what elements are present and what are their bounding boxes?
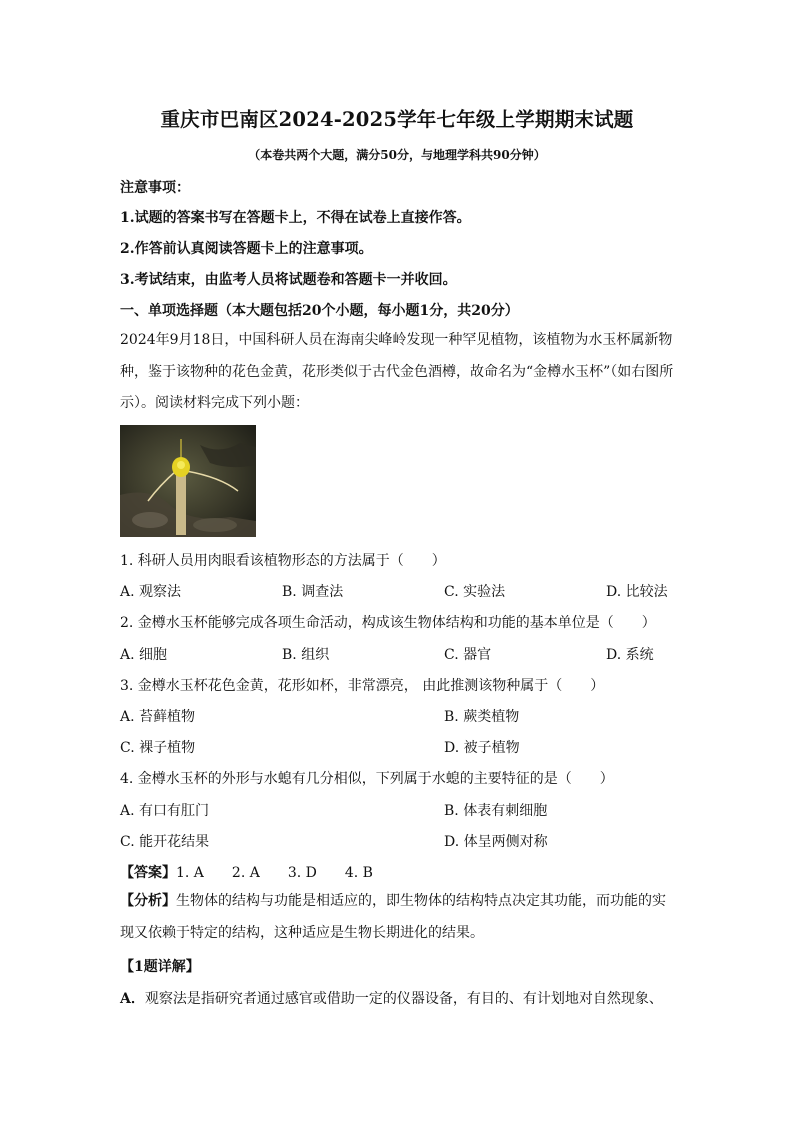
exam-title: 重庆市巴南区2024-2025学年七年级上学期期末试题 xyxy=(160,108,634,131)
q4-option-d[interactable]: D. 体呈两侧对称 xyxy=(444,834,548,850)
notice-heading: 注意事项： xyxy=(120,180,190,196)
q4-option-c[interactable]: C. 能开花结果 xyxy=(120,834,210,850)
q2-option-d[interactable]: D. 系统 xyxy=(606,647,654,663)
q1-option-d[interactable]: D. 比较法 xyxy=(606,584,668,600)
analysis-paragraph xyxy=(120,886,674,949)
detail-a-line xyxy=(120,988,663,1008)
q3-option-d[interactable]: D. 被子植物 xyxy=(444,740,520,756)
analysis-label: 【分析】 xyxy=(120,893,176,909)
intro-paragraph: 2024年9月18日，中国科研人员在海南尖峰岭发现一种罕见植物，该植物为水玉杯属新物种，鉴于该物种的花色金黄，花形类似于古代金色酒樽，故命名为“金樽水玉杯”（如右图所示）。阅读材料完成下列小题： xyxy=(120,332,674,411)
analysis-text: 生物体的结构与功能是相适应的，即生物体的结构特点决定其功能，而功能的实现又依赖于特定的结构，这种适应是生物长期进化的结果。 xyxy=(120,893,666,941)
notice-item: 1.试题的答案书写在答题卡上，不得在试卷上直接作答。 xyxy=(120,210,471,226)
q1-option-a[interactable]: A. 观察法 xyxy=(120,584,182,600)
detail-heading: 【1题详解】 xyxy=(120,959,200,975)
section-heading: 一、单项选择题（本大题包括20个小题，每小题1分，共20分） xyxy=(120,303,519,319)
notice-item: 2.作答前认真阅读答题卡上的注意事项。 xyxy=(120,241,373,257)
q3-option-a[interactable]: A. 苔藓植物 xyxy=(120,709,196,725)
q1-option-b[interactable]: B. 调查法 xyxy=(282,584,344,600)
q2-option-a[interactable]: A. 细胞 xyxy=(120,647,168,663)
q4-option-b[interactable]: B. 体表有刺细胞 xyxy=(444,803,548,819)
q2-option-b[interactable]: B. 组织 xyxy=(282,647,330,663)
q1-option-c[interactable]: C. 实验法 xyxy=(444,584,506,600)
answer-values: 1. A 2. A 3. D 4. B xyxy=(176,865,373,881)
q4-option-a[interactable]: A. 有口有肛门 xyxy=(120,803,210,819)
question-2-stem: 2. 金樽水玉杯能够完成各项生命活动，构成该生物体结构和功能的基本单位是（ ） xyxy=(120,615,656,631)
q3-option-b[interactable]: B. 蕨类植物 xyxy=(444,709,520,725)
q3-option-c[interactable]: C. 裸子植物 xyxy=(120,740,196,756)
answer-label: 【答案】 xyxy=(120,865,176,881)
q2-option-c[interactable]: C. 器官 xyxy=(444,647,492,663)
question-4-stem: 4. 金樽水玉杯的外形与水螅有几分相似，下列属于水螅的主要特征的是（ ） xyxy=(120,771,614,787)
answer-line xyxy=(120,862,373,882)
question-1-stem: 1. 科研人员用肉眼看该植物形态的方法属于（ ） xyxy=(120,553,446,569)
golden-flower-photo xyxy=(120,425,256,537)
question-3-stem: 3. 金樽水玉杯花色金黄，花形如杯，非常漂亮， 由此推测该物种属于（ ） xyxy=(120,678,605,694)
notice-item: 3.考试结束，由监考人员将试题卷和答题卡一并收回。 xyxy=(120,272,457,288)
detail-a-text: 观察法是指研究者通过感官或借助一定的仪器设备，有目的、有计划地对自然现象、 xyxy=(144,991,663,1007)
exam-subtitle: （本卷共两个大题，满分50分，与地理学科共90分钟） xyxy=(248,148,546,162)
detail-a-label: A． xyxy=(120,991,145,1007)
